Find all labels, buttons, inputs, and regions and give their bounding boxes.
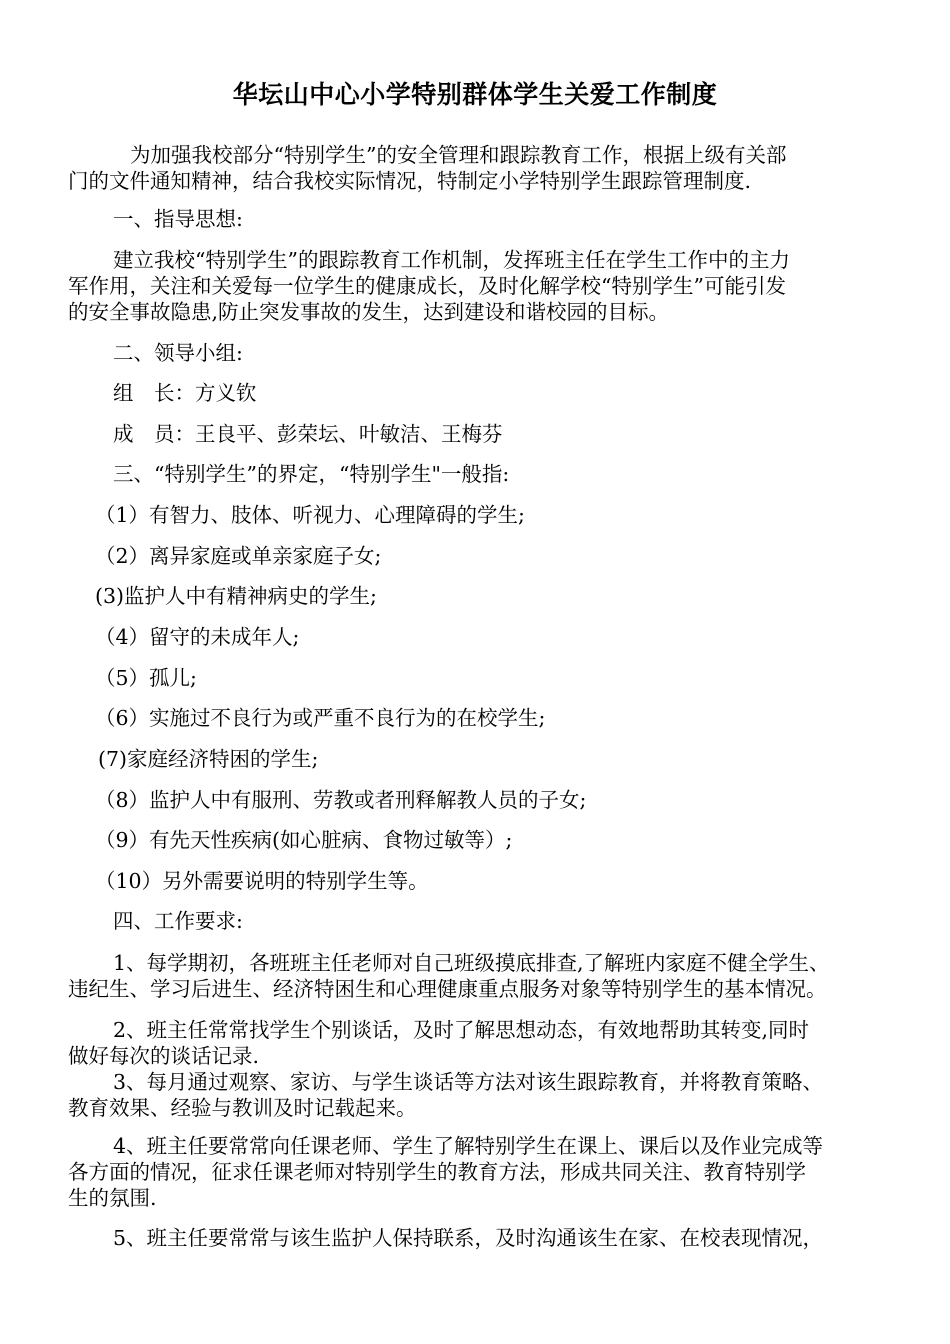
definition-item: （10）另外需要说明的特别学生等。: [95, 869, 429, 893]
section1-line-2: 军作用，关注和关爱每一位学生的健康成长，及时化解学校“特别学生”可能引发: [68, 274, 786, 298]
definition-item: (3)监护人中有精神病史的学生;: [95, 584, 377, 608]
definition-item: （4）留守的未成年人;: [95, 625, 300, 649]
definition-item: （1）有智力、肢体、听视力、心理障碍的学生;: [95, 503, 525, 527]
definition-item: （2）离异家庭或单亲家庭子女;: [95, 544, 382, 568]
section1-line-3: 的安全事故隐患,防止突发事故的发生，达到建设和谐校园的目标。: [68, 300, 670, 324]
intro-line-2: 门的文件通知精神，结合我校实际情况，特制定小学特别学生跟踪管理制度.: [68, 169, 752, 193]
requirement-3-line-2: 教育效果、经验与教训及时记载起来。: [68, 1096, 417, 1120]
section3-heading: 三、“特别学生”的界定，“特别学生"一般指:: [113, 462, 510, 486]
requirement-1-line-2: 违纪生、学习后进生、经济特困生和心理健康重点服务对象等特别学生的基本情况。: [68, 977, 827, 1001]
members-line: 成 员：王良平、彭荣坛、叶敏洁、王梅芬: [113, 422, 503, 446]
leader-line: 组 长：方义钦: [113, 381, 257, 405]
definition-item: （8）监护人中有服刑、劳教或者刑释解教人员的子女;: [95, 788, 587, 812]
requirement-5-line-1: 5、班主任要常常与该生监护人保持联系，及时沟通该生在家、在校表现情况，: [113, 1226, 824, 1250]
document-title: 华坛山中心小学特别群体学生关爱工作制度: [232, 80, 718, 109]
definition-item: (7)家庭经济特困的学生;: [98, 747, 319, 771]
definition-item: （9）有先天性疾病(如心脏病、食物过敏等）;: [95, 828, 513, 852]
requirement-3-line-1: 3、每月通过观察、家访、与学生谈话等方法对该生跟踪教育，并将教育策略、: [113, 1070, 824, 1094]
section4-heading: 四、工作要求:: [113, 909, 243, 933]
requirement-2-line-1: 2、班主任常常找学生个别谈话，及时了解思想动态，有效地帮助其转变,同时: [113, 1018, 810, 1042]
requirement-4-line-2: 各方面的情况，征求任课老师对特别学生的教育方法，形成共同关注、教育特别学: [68, 1160, 806, 1184]
section1-heading: 一、指导思想:: [113, 207, 243, 231]
section1-line-1: 建立我校“特别学生”的跟踪教育工作机制，发挥班主任在学生工作中的主力: [113, 248, 790, 272]
definition-item: （6）实施过不良行为或严重不良行为的在校学生;: [95, 706, 546, 730]
section2-heading: 二、领导小组:: [113, 341, 243, 365]
requirement-4-line-3: 生的氛围.: [68, 1186, 157, 1210]
requirement-4-line-1: 4、班主任要常常向任课老师、学生了解特别学生在课上、课后以及作业完成等: [113, 1134, 824, 1158]
requirement-2-line-2: 做好每次的谈话记录.: [68, 1044, 260, 1068]
definition-item: （5）孤儿;: [95, 666, 197, 690]
requirement-1-line-1: 1、每学期初，各班班主任老师对自己班级摸底排查,了解班内家庭不健全学生、: [113, 951, 830, 975]
intro-line-1: 为加强我校部分“特别学生”的安全管理和跟踪教育工作，根据上级有关部: [130, 143, 787, 167]
